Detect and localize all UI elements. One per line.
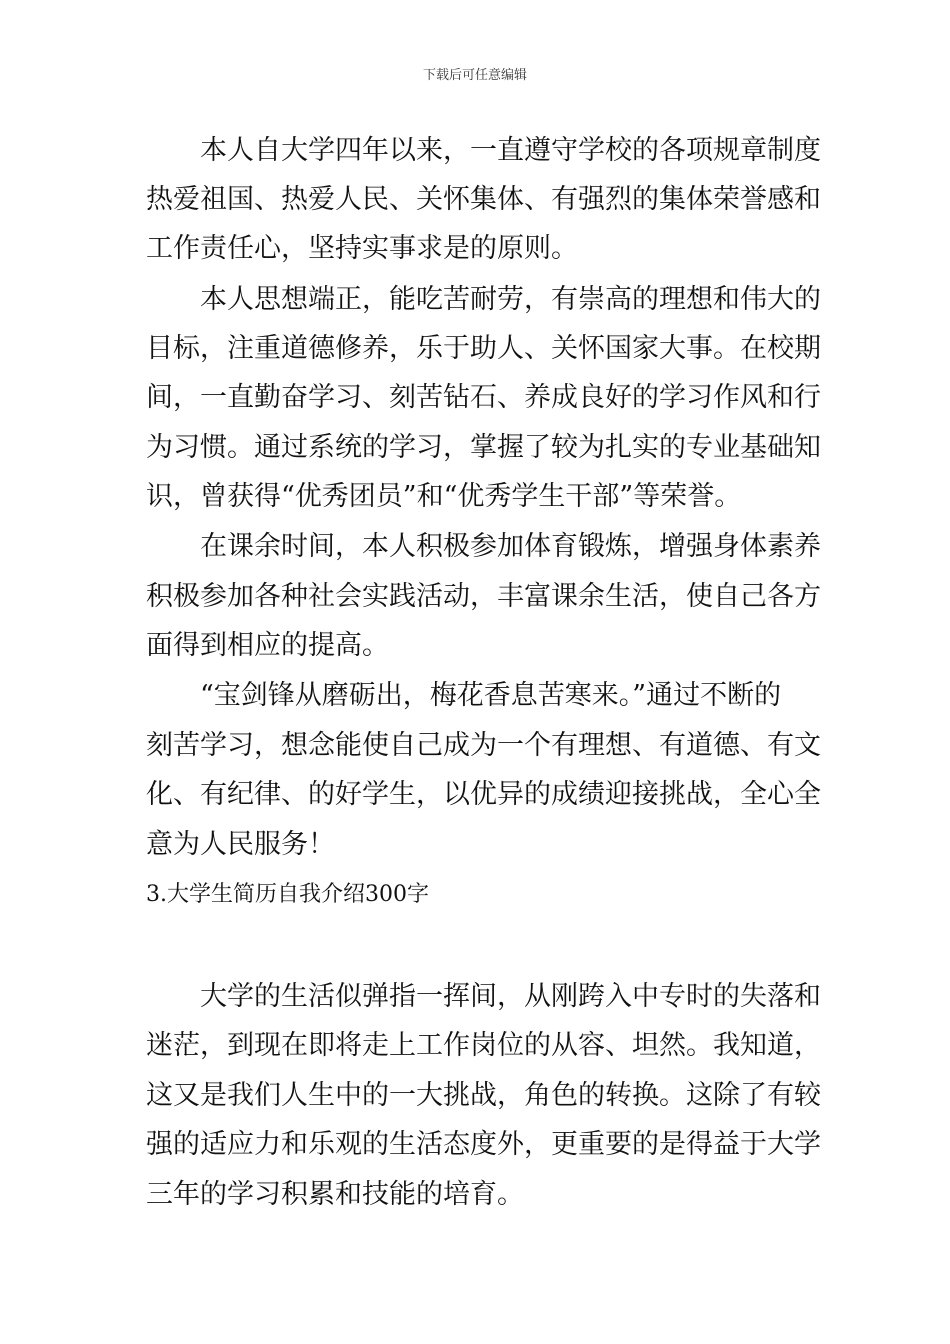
text-line: 化、有纪律、的好学生，以优异的成绩迎接挑战，全心全 (146, 779, 821, 810)
text-line: 本人思想端正，能吃苦耐劳，有崇高的理想和伟大的 (146, 284, 821, 315)
text-line: 间，一直勤奋学习、刻苦钻石、养成良好的学习作风和行 (146, 382, 821, 413)
page-header: 下载后可任意编辑 (422, 68, 527, 83)
text-line: 识，曾获得“优秀团员”和“优秀学生干部”等荣誉。 (146, 481, 742, 512)
text-line: 意为人民服务！ (146, 829, 335, 860)
text-line: 大学的生活似弹指一挥间，从刚跨入中专时的失落和 (146, 981, 821, 1012)
text-line: 目标，注重道德修养，乐于助人、关怀国家大事。在校期 (146, 333, 821, 364)
text-line: 在课余时间，本人积极参加体育锻炼，增强身体素养 (146, 531, 821, 562)
section-heading: 3.大学生简历自我介绍300字 (146, 882, 429, 907)
text-line: “宝剑锋从磨砺出，梅花香息苦寒来。”通过不断的 (146, 680, 782, 711)
text-line: 积极参加各种社会实践活动，丰富课余生活，使自己各方 (146, 581, 821, 612)
text-line: 工作责任心，坚持实事求是的原则。 (146, 233, 578, 264)
text-line: 面得到相应的提高。 (146, 630, 389, 661)
text-line: 热爱祖国、热爱人民、关怀集体、有强烈的集体荣誉感和 (146, 184, 821, 215)
text-line: 这又是我们人生中的一大挑战，角色的转换。这除了有较 (146, 1080, 821, 1111)
text-line: 三年的学习积累和技能的培育。 (146, 1179, 524, 1210)
text-line: 本人自大学四年以来，一直遵守学校的各项规章制度 (146, 135, 821, 166)
text-line: 刻苦学习，想念能使自己成为一个有理想、有道德、有文 (146, 730, 821, 761)
text-line: 迷茫，到现在即将走上工作岗位的从容、坦然。我知道， (146, 1030, 821, 1061)
text-line: 强的适应力和乐观的生活态度外，更重要的是得益于大学 (146, 1129, 821, 1160)
text-line: 为习惯。通过系统的学习，掌握了较为扎实的专业基础知 (146, 432, 821, 463)
